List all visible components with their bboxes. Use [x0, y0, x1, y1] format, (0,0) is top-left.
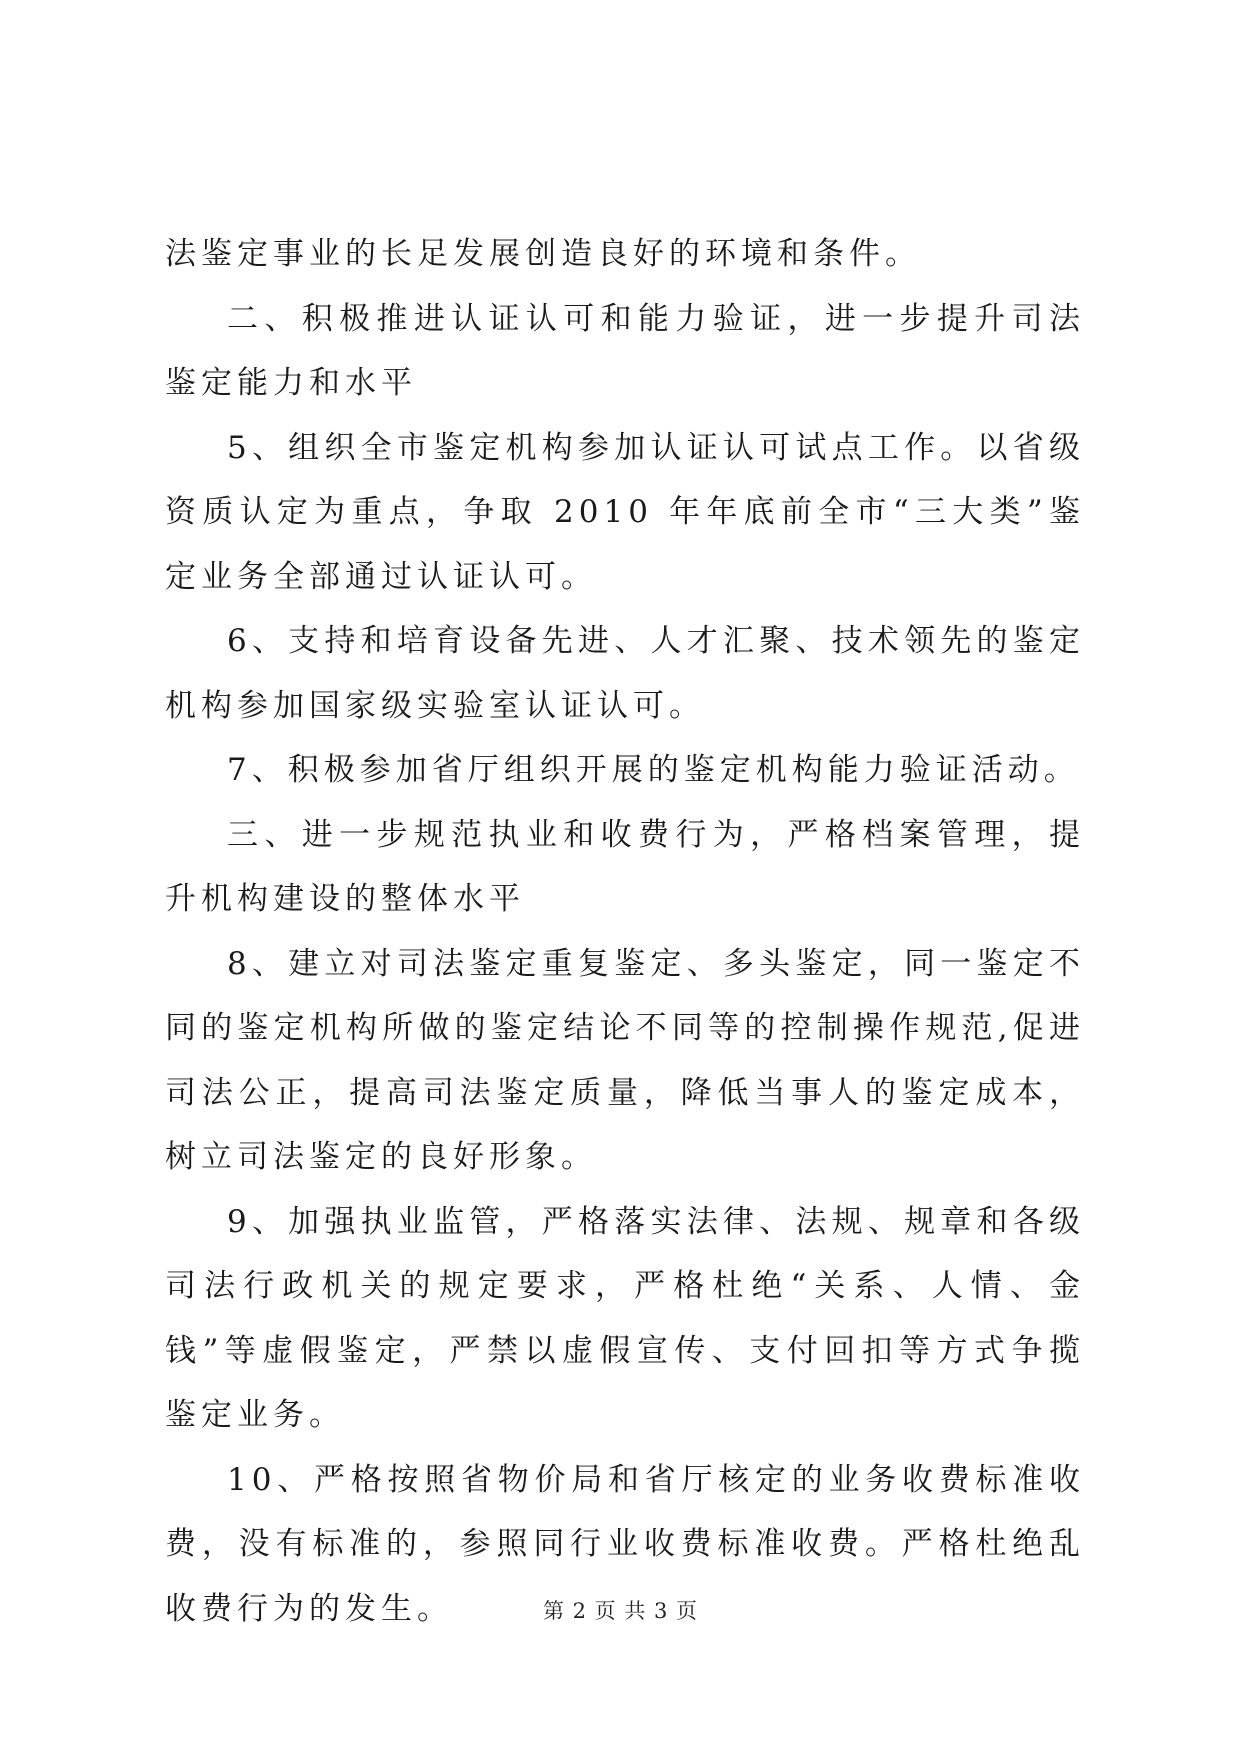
- paragraph-item-6: 6、支持和培育设备先进、人才汇聚、技术领先的鉴定机构参加国家级实验室认证认可。: [165, 623, 1085, 724]
- page-number-footer: 第 2 页 共 3 页: [542, 1599, 699, 1623]
- paragraph-item-5: 5、组织全市鉴定机构参加认证认可试点工作。以省级资质认定为重点，争取 2010 年年底前全市“三大类”鉴定业务全部通过认证认可。: [165, 429, 1085, 595]
- section-heading-2: 二、积极推进认证认可和能力验证，进一步提升司法鉴定能力和水平: [165, 300, 1085, 401]
- paragraph-item-7: 7、积极参加省厅组织开展的鉴定机构能力验证活动。: [227, 752, 1080, 788]
- paragraph-continuation: 法鉴定事业的长足发展创造良好的环境和条件。: [165, 236, 921, 272]
- section-heading-3: 三、进一步规范执业和收费行为，严格档案管理，提升机构建设的整体水平: [165, 816, 1085, 917]
- paragraph-item-8: 8、建立对司法鉴定重复鉴定、多头鉴定，同一鉴定不同的鉴定机构所做的鉴定结论不同等的控制操作规范,促进司法公正，提高司法鉴定质量，降低当事人的鉴定成本，树立司法鉴定的良好形象。: [165, 945, 1085, 1175]
- document-body: [165, 222, 1085, 1641]
- paragraph-item-9: 9、加强执业监管，严格落实法律、法规、规章和各级司法行政机关的规定要求，严格杜绝“关系、人情、金钱”等虚假鉴定，严禁以虚假宣传、支付回扣等方式争揽鉴定业务。: [165, 1203, 1085, 1433]
- paragraph-item-10: 10、严格按照省物价局和省厅核定的业务收费标准收费，没有标准的，参照同行业收费标准收费。严格杜绝乱收费行为的发生。: [165, 1461, 1085, 1627]
